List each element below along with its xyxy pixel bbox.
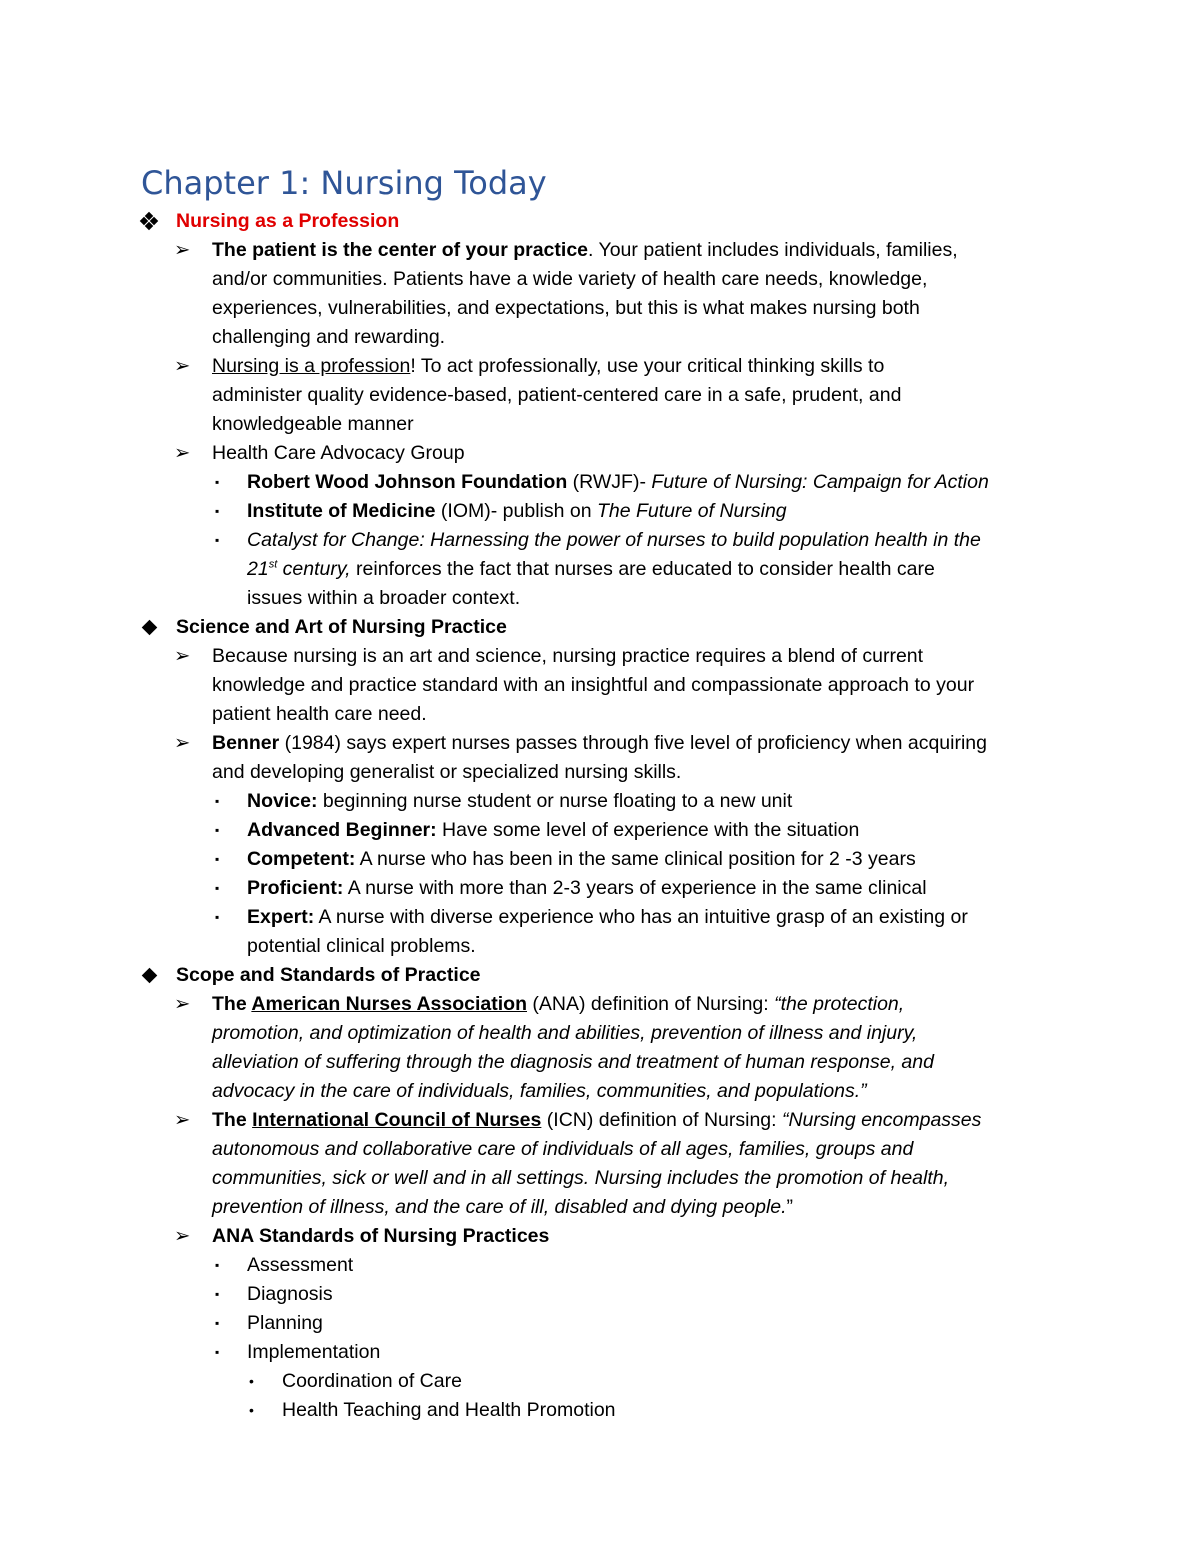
dot-bullet-icon: • <box>249 1402 254 1418</box>
section-heading-scope-standards: Scope and Standards of Practice <box>141 961 1071 990</box>
small-bullet-icon: ▪ <box>215 1316 220 1330</box>
proficiency-level-item: ▪ Novice: beginning nurse student or nurse floating to a new unit <box>141 787 1071 816</box>
arrow-bullet-icon: ➢ <box>174 732 191 754</box>
sub-list-item: ▪ Institute of Medicine (IOM)- publish on The Future of Nursing <box>141 497 1071 526</box>
implementation-sub-item: • Health Teaching and Health Promotion <box>141 1396 1071 1425</box>
arrow-bullet-icon: ➢ <box>174 355 191 377</box>
list-item: ➢ Benner (1984) says expert nurses passes through five level of proficiency when acquiring and developing generalist or specialized nursing skills. <box>141 729 1071 787</box>
section-heading-nursing-profession: Nursing as a Profession <box>141 207 1071 236</box>
arrow-bullet-icon: ➢ <box>174 1109 191 1131</box>
dot-bullet-icon: • <box>249 1373 254 1389</box>
small-bullet-icon: ▪ <box>215 1345 220 1359</box>
standard-item: ▪ Implementation <box>141 1338 1071 1367</box>
list-item: ➢ Because nursing is an art and science, nursing practice requires a blend of current knowledge and practice standard with an insightful and compassionate approach to your patient health care need. <box>141 642 1071 729</box>
sub-list-item: ▪ Robert Wood Johnson Foundation (RWJF)- Future of Nursing: Campaign for Action <box>141 468 1071 497</box>
proficiency-level-item: ▪ Competent: A nurse who has been in the same clinical position for 2 -3 years <box>141 845 1071 874</box>
list-item: ➢ ANA Standards of Nursing Practices <box>141 1222 1071 1251</box>
list-item: ➢ The American Nurses Association (ANA) definition of Nursing: “the protection, promotion, and optimization of health and abilities, prevention of illness and injury, alleviation of suffering through the diagnosis and treatment of human response, and advocacy in the care of individuals, families, communities, and populations.” <box>141 990 1071 1106</box>
sub-list-item: ▪ Catalyst for Change: Harnessing the power of nurses to build population health in the 21st century, reinforces the fact that nurses are educated to consider health care issues within a broader context. <box>141 526 1071 613</box>
four-diamond-bullet-icon <box>141 207 157 238</box>
square-bullet-icon: ▪ <box>215 794 220 808</box>
implementation-sub-item: • Coordination of Care <box>141 1367 1071 1396</box>
standard-item: ▪ Assessment <box>141 1251 1071 1280</box>
arrow-bullet-icon: ➢ <box>174 993 191 1015</box>
small-bullet-icon: ▪ <box>215 1287 220 1301</box>
square-bullet-icon: ▪ <box>215 881 220 895</box>
list-item: ➢ Health Care Advocacy Group <box>141 439 1071 468</box>
chapter-title: Chapter 1: Nursing Today <box>141 164 547 202</box>
square-bullet-icon: ▪ <box>215 475 220 489</box>
diamond-bullet-icon <box>141 613 155 642</box>
square-bullet-icon: ▪ <box>215 504 220 518</box>
section-heading-science-art: Science and Art of Nursing Practice <box>141 613 1071 642</box>
arrow-bullet-icon: ➢ <box>174 442 191 464</box>
list-item: ➢ The International Council of Nurses (ICN) definition of Nursing: “Nursing encompasses autonomous and collaborative care of individuals of all ages, families, groups and communities, sick or well and in all settings. Nursing includes the promotion of health, prevention of illness, and the care of ill, disabled and dying people.” <box>141 1106 1071 1222</box>
standard-item: ▪ Planning <box>141 1309 1071 1338</box>
document-content <box>141 163 1071 1425</box>
arrow-bullet-icon: ➢ <box>174 1225 191 1247</box>
diamond-bullet-icon <box>141 961 155 990</box>
square-bullet-icon: ▪ <box>215 852 220 866</box>
list-item: ➢ The patient is the center of your practice. Your patient includes individuals, families, and/or communities. Patients have a wide variety of health care needs, knowledge, experiences, vulnerabilities, and expectations, but this is what makes nursing both challenging and rewarding. <box>141 236 1071 352</box>
square-bullet-icon: ▪ <box>215 823 220 837</box>
square-bullet-icon: ▪ <box>215 910 220 924</box>
square-bullet-icon: ▪ <box>215 533 220 547</box>
proficiency-level-item: ▪ Advanced Beginner: Have some level of experience with the situation <box>141 816 1071 845</box>
list-item: ➢ Nursing is a profession! To act professionally, use your critical thinking skills to administer quality evidence-based, patient-centered care in a safe, prudent, and knowledgeable manner <box>141 352 1071 439</box>
arrow-bullet-icon: ➢ <box>174 645 191 667</box>
proficiency-level-item: ▪ Expert: A nurse with diverse experience who has an intuitive grasp of an existing or potential clinical problems. <box>141 903 1071 961</box>
standard-item: ▪ Diagnosis <box>141 1280 1071 1309</box>
arrow-bullet-icon: ➢ <box>174 239 191 261</box>
small-bullet-icon: ▪ <box>215 1258 220 1272</box>
proficiency-level-item: ▪ Proficient: A nurse with more than 2-3 years of experience in the same clinical <box>141 874 1071 903</box>
